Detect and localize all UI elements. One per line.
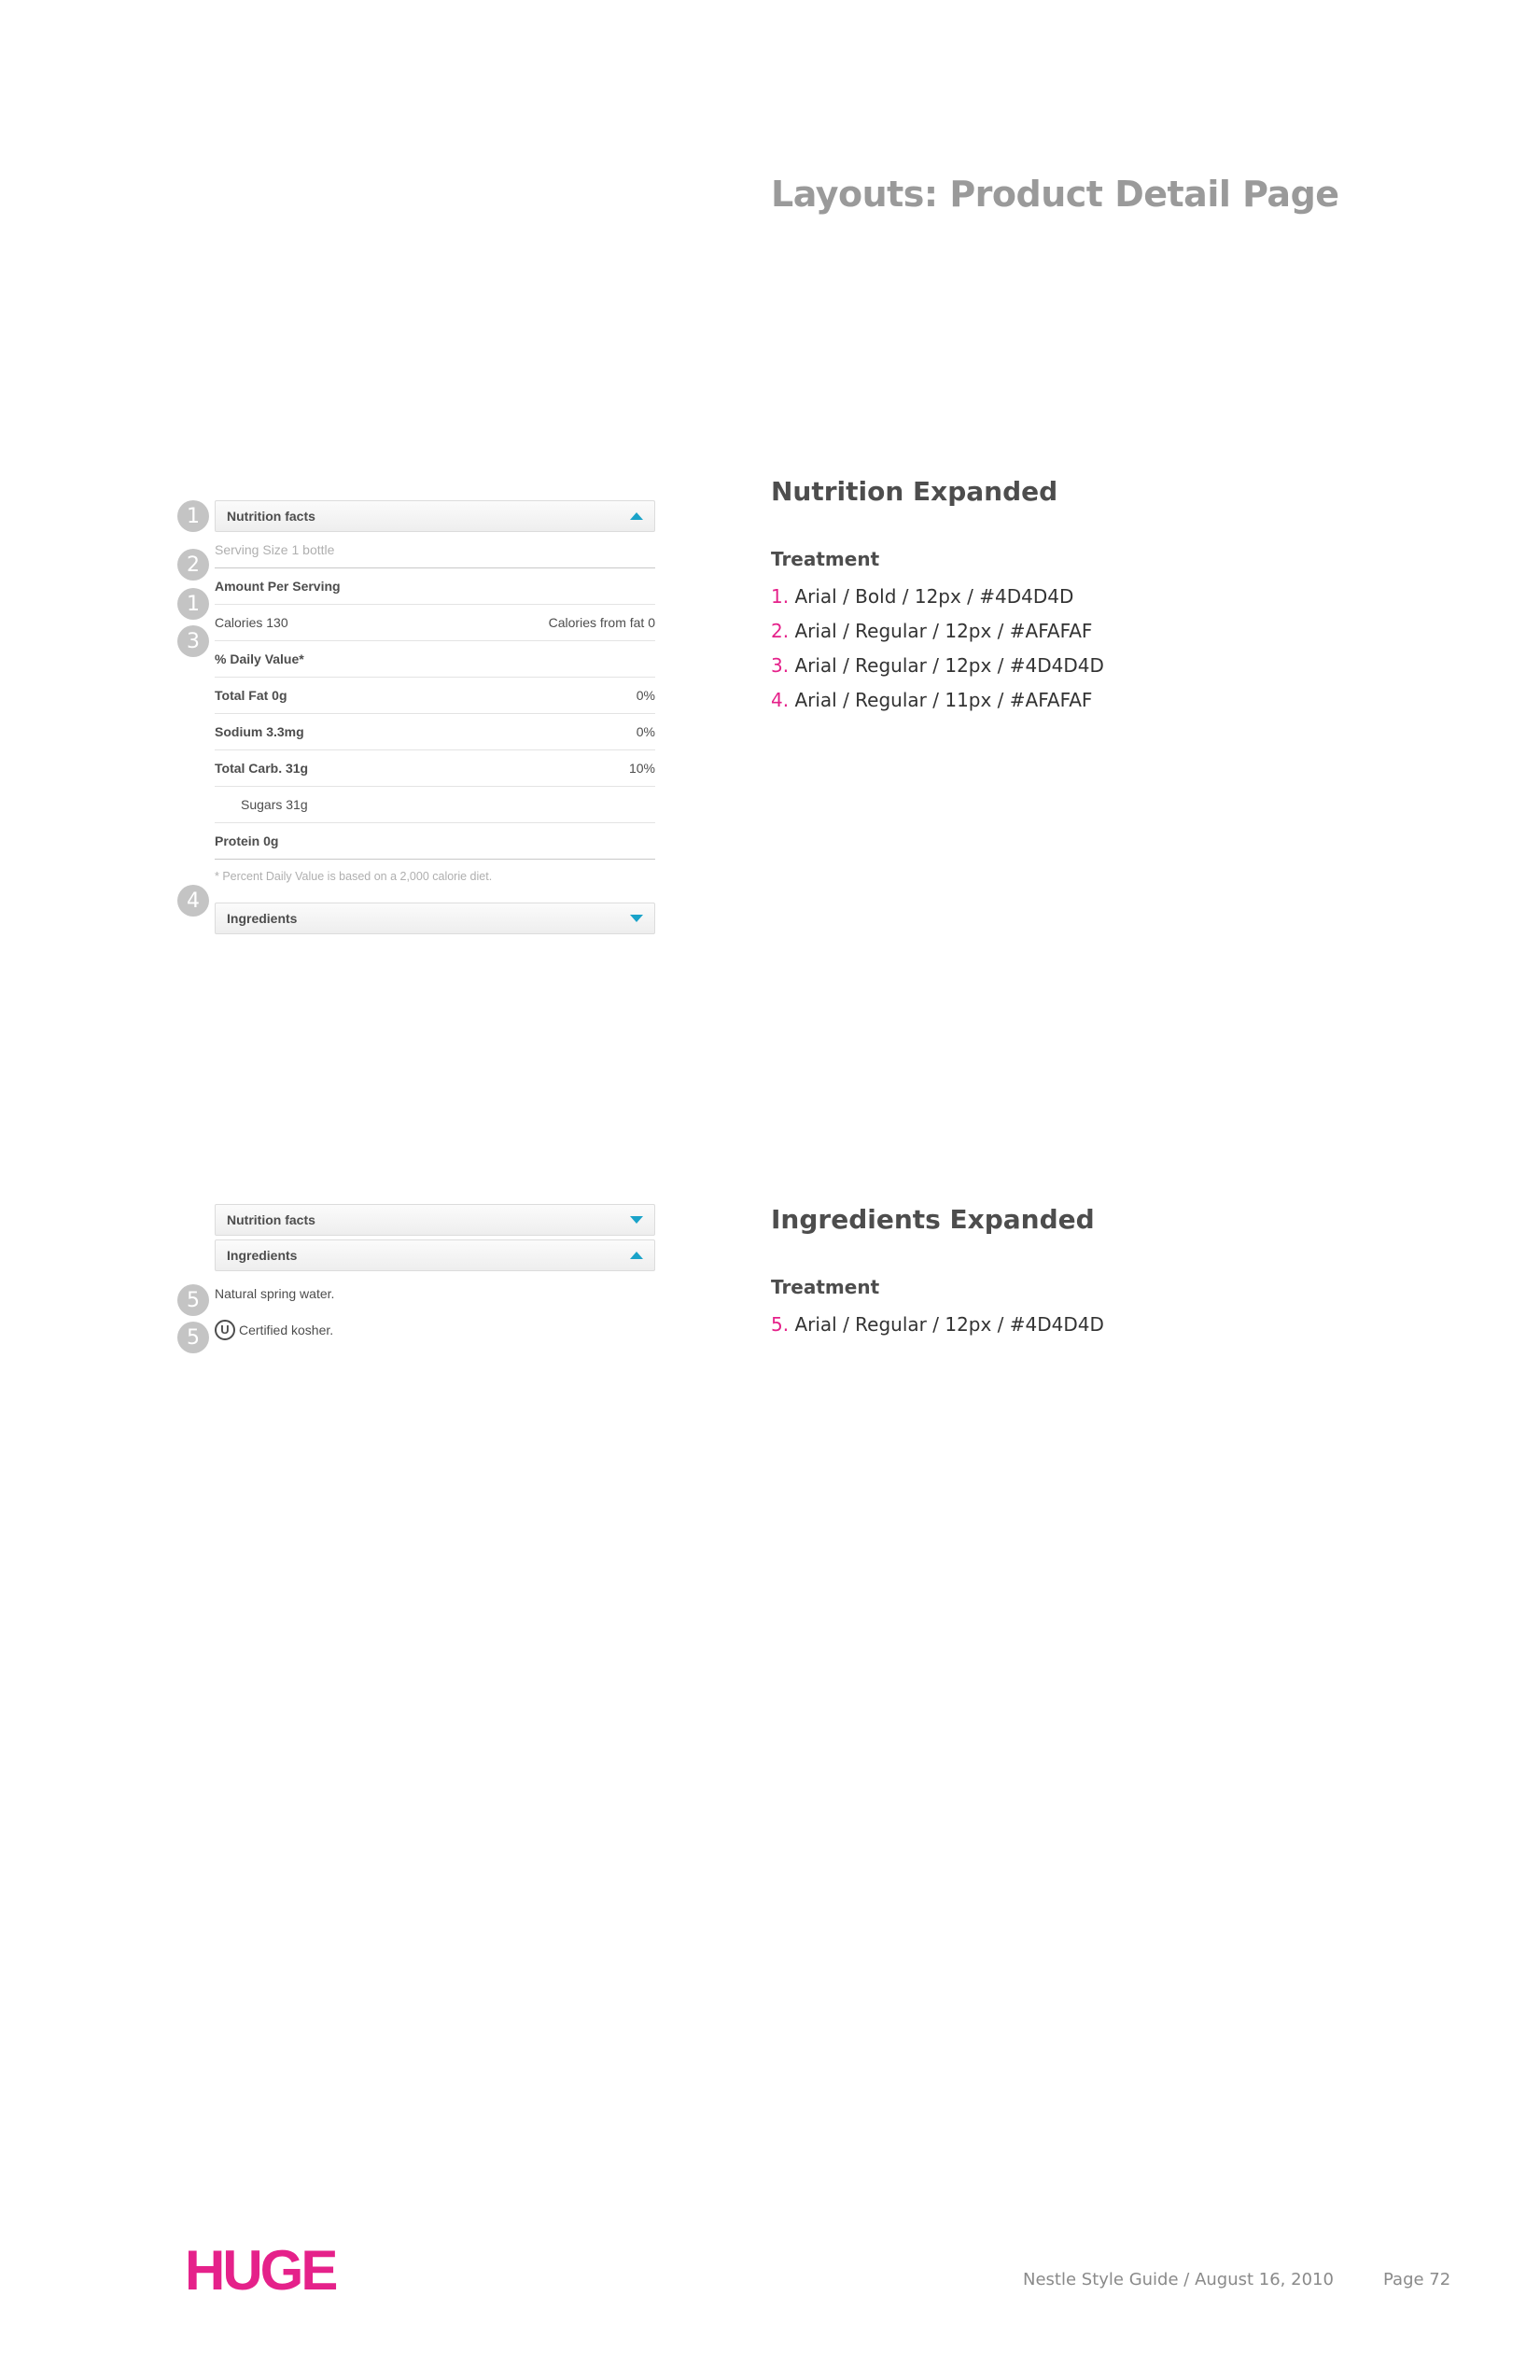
spec-line: 4. Arial / Regular / 11px / #AFAFAF bbox=[771, 689, 1093, 711]
kosher-icon: U bbox=[215, 1320, 235, 1340]
nutrition-spec-heading: Nutrition Expanded bbox=[771, 476, 1058, 507]
callout-badge: 2 bbox=[177, 549, 209, 581]
nutrient-row: Sodium 3.3mg 0% bbox=[215, 714, 655, 750]
nutrient-row: Total Fat 0g 0% bbox=[215, 678, 655, 714]
nutrient-row: Total Carb. 31g 10% bbox=[215, 750, 655, 787]
ingredients-treatment-label: Treatment bbox=[771, 1276, 880, 1298]
serving-size-row: Serving Size 1 bottle bbox=[215, 532, 655, 568]
spec-line: 5. Arial / Regular / 12px / #4D4D4D bbox=[771, 1313, 1104, 1336]
nutrition-facts-accordion[interactable] bbox=[215, 1204, 655, 1236]
footer-guide-text: Nestle Style Guide / August 16, 2010 bbox=[1023, 2270, 1334, 2289]
accordion-title: Nutrition facts bbox=[227, 509, 315, 524]
spec-line: 1. Arial / Bold / 12px / #4D4D4D bbox=[771, 585, 1074, 608]
accordion-title: Nutrition facts bbox=[227, 1212, 315, 1227]
daily-value-header-row: % Daily Value* bbox=[215, 641, 655, 678]
ingredients-accordion[interactable] bbox=[215, 1239, 655, 1271]
nutrition-treatment-label: Treatment bbox=[771, 548, 880, 570]
huge-logo: HUGE bbox=[185, 2239, 336, 2302]
kosher-line: U Certified kosher. bbox=[215, 1311, 655, 1348]
spec-line: 3. Arial / Regular / 12px / #4D4D4D bbox=[771, 654, 1104, 677]
amount-per-serving-row: Amount Per Serving bbox=[215, 568, 655, 605]
callout-badge: 5 bbox=[177, 1284, 209, 1316]
callout-badge: 4 bbox=[177, 885, 209, 917]
callout-badge: 1 bbox=[177, 500, 209, 532]
nutrition-panel bbox=[215, 500, 655, 934]
nutrient-row: Protein 0g bbox=[215, 823, 655, 860]
callout-badge: 1 bbox=[177, 588, 209, 620]
nutrition-spec bbox=[771, 476, 1104, 718]
calories-row: Calories 130 Calories from fat 0 bbox=[215, 605, 655, 641]
callout-badge: 5 bbox=[177, 1322, 209, 1353]
nutrition-facts-accordion[interactable] bbox=[215, 500, 655, 532]
ingredient-line: Natural spring water. bbox=[215, 1285, 335, 1301]
nutrient-row: Sugars 31g bbox=[215, 787, 655, 823]
spec-line: 2. Arial / Regular / 12px / #AFAFAF bbox=[771, 620, 1093, 642]
footer-page-number: Page 72 bbox=[1383, 2270, 1451, 2289]
ingredients-spec bbox=[771, 1204, 1104, 1342]
daily-value-footnote: * Percent Daily Value is based on a 2,000 calorie diet. bbox=[215, 870, 493, 883]
ingredients-accordion[interactable] bbox=[215, 903, 655, 934]
page-title: Layouts: Product Detail Page bbox=[771, 174, 1339, 215]
callout-badge: 3 bbox=[177, 625, 209, 657]
collapse-arrow-icon[interactable] bbox=[630, 1252, 643, 1259]
collapse-arrow-icon[interactable] bbox=[630, 512, 643, 520]
ingredients-panel bbox=[215, 1204, 655, 1348]
expand-arrow-icon[interactable] bbox=[630, 1216, 643, 1224]
ingredients-spec-heading: Ingredients Expanded bbox=[771, 1204, 1095, 1235]
expand-arrow-icon[interactable] bbox=[630, 915, 643, 922]
accordion-title: Ingredients bbox=[227, 911, 298, 926]
accordion-title: Ingredients bbox=[227, 1248, 298, 1263]
